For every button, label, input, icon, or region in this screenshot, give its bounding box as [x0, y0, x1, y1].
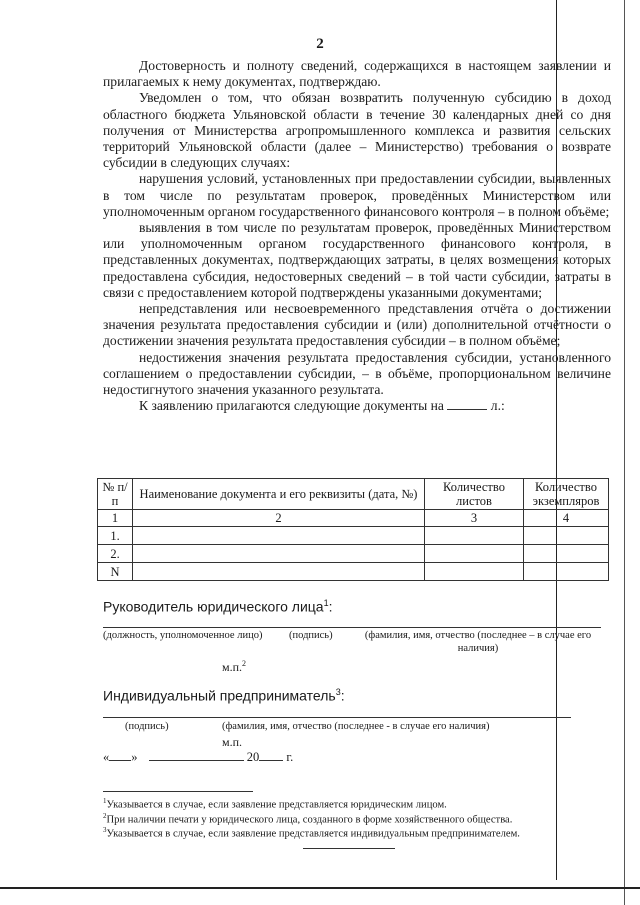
- table-cell-input[interactable]: [133, 563, 425, 581]
- paragraph: Достоверность и полноту сведений, содержащихся в настоящем заявлении и прилагаемых к нему документах, подтверждаю.: [103, 58, 611, 90]
- footnote-ref: 3: [335, 687, 341, 697]
- stamp-text: м.п.: [222, 660, 243, 674]
- table-cell-input[interactable]: [524, 563, 609, 581]
- documents-table: [97, 478, 609, 581]
- position-signature-line[interactable]: [103, 627, 601, 628]
- scan-edge-line: [624, 0, 625, 905]
- table-cell: 2: [133, 510, 425, 527]
- legal-entity-title-text: Руководитель юридического лица: [103, 598, 324, 615]
- caption-name: (фамилия, имя, отчество (последнее – в случае его наличия): [364, 630, 592, 654]
- col-sheets-header: Количество листов: [425, 479, 524, 510]
- caption-signature: (подпись): [125, 721, 169, 732]
- paragraph: выявления в том числе по результатам проверок, проведённых Министерством или уполномоченным органом государственного финансового контроля, в представленных документах, подтверждающих затраты, в целях возмещения которых предоставлена субсидия, недостоверных сведений – в той части субсидии, затраты в связи с предоставлением которой подтверждены указанными документами;: [103, 220, 611, 300]
- sheet-count-blank[interactable]: [447, 409, 487, 410]
- table-row: [98, 545, 609, 563]
- caption-signature: (подпись): [289, 630, 333, 641]
- caption-name: (фамилия, имя, отчество (последнее - в случае его наличия): [222, 721, 490, 732]
- stamp-label: м.п.: [222, 735, 243, 749]
- table-cell-input[interactable]: [524, 527, 609, 545]
- col-num-header: № п/п: [98, 479, 133, 510]
- attachments-suffix: л.:: [490, 398, 505, 414]
- date-close-quote: »: [131, 750, 138, 764]
- caption-position: (должность, уполномоченное лицо): [103, 630, 263, 641]
- footnote-number: 2: [103, 812, 107, 820]
- paragraph: недостижения значения результата предоставления субсидии, установленного соглашением о предоставлении субсидии, – в объёме, пропорциональном величине недостигнутого значения указанного результата.: [103, 349, 611, 398]
- table-number-row: [98, 510, 609, 527]
- year-blank[interactable]: [259, 760, 283, 761]
- paragraph: нарушения условий, установленных при предоставлении субсидии, выявленных в том числе по результатам проверок, проведённых Министерством или уполномоченным органом государственного финансового контроля – в полном объёме;: [103, 171, 611, 219]
- table-cell-input[interactable]: [133, 545, 425, 563]
- stamp-label: [222, 657, 246, 674]
- day-blank[interactable]: [109, 760, 131, 761]
- footnote-text: Указывается в случае, если заявление представляется индивидуальным предпринимателем.: [106, 828, 520, 840]
- footnote: [103, 824, 520, 841]
- entrepreneur-title: Индивидуальный предприниматель$^3$:: [103, 687, 345, 704]
- footnote-number: 1: [103, 797, 107, 805]
- table-cell-input[interactable]: [425, 545, 524, 563]
- year-suffix: г.: [286, 750, 294, 764]
- paragraph: Уведомлен о том, что обязан возвратить полученную субсидию в доход областного бюджета Ульяновской области в течение 30 календарных дней со дня получения от Министерства агропромышленного комплекса и развития сельских территорий Ульяновской области (далее – Министерство) требования о возврате субсидии в следующих случаях:: [103, 90, 611, 171]
- footnote-number: 3: [103, 826, 107, 834]
- page-number: 2: [316, 36, 324, 52]
- date-line: [103, 751, 293, 764]
- table-cell: 4: [524, 510, 609, 527]
- table-cell: 3: [425, 510, 524, 527]
- footnote-ref: 2: [242, 659, 247, 668]
- table-cell-input[interactable]: [524, 545, 609, 563]
- month-blank[interactable]: [149, 760, 244, 761]
- table-cell-input[interactable]: [425, 563, 524, 581]
- attachments-text: К заявлению прилагаются следующие документы на: [139, 398, 444, 414]
- table-cell: 1: [98, 510, 133, 527]
- table-cell: 2.: [98, 545, 133, 563]
- table-cell-input[interactable]: [133, 527, 425, 545]
- footnote-ref: 1: [323, 598, 329, 608]
- year-prefix: 20: [246, 750, 260, 764]
- entrepreneur-signature-line[interactable]: [103, 717, 571, 718]
- col-copies-header: Количество экземпляров: [524, 479, 609, 510]
- table-cell: 1.: [98, 527, 133, 545]
- legal-entity-title: Руководитель юридического лица$^1$:: [103, 598, 333, 615]
- scan-bottom-line: [0, 887, 640, 889]
- date-open-quote: «: [103, 750, 110, 764]
- end-rule: [303, 848, 395, 849]
- table-row: [98, 527, 609, 545]
- table-header-row: [98, 479, 609, 510]
- table-cell-input[interactable]: [425, 527, 524, 545]
- footnote-text: При наличии печати у юридического лица, созданного в форме хозяйственного общества.: [106, 814, 513, 826]
- footnote-text: Указывается в случае, если заявление представляется юридическим лицом.: [106, 799, 447, 811]
- attachments-line: [103, 398, 611, 414]
- declaration-body: [103, 58, 611, 414]
- col-name-header: Наименование документа и его реквизиты (дата, №): [133, 479, 425, 510]
- footnote-separator: [103, 791, 253, 792]
- paragraph: непредставления или несвоевременного представления отчёта о достижении значения результата предоставления субсидии и (или) дополнительной отчётности о достижении значения результата предоставления субсидии – в полном объёме;: [103, 301, 611, 349]
- table-row: [98, 563, 609, 581]
- table-cell: N: [98, 563, 133, 581]
- entrepreneur-title-text: Индивидуальный предприниматель: [103, 687, 336, 704]
